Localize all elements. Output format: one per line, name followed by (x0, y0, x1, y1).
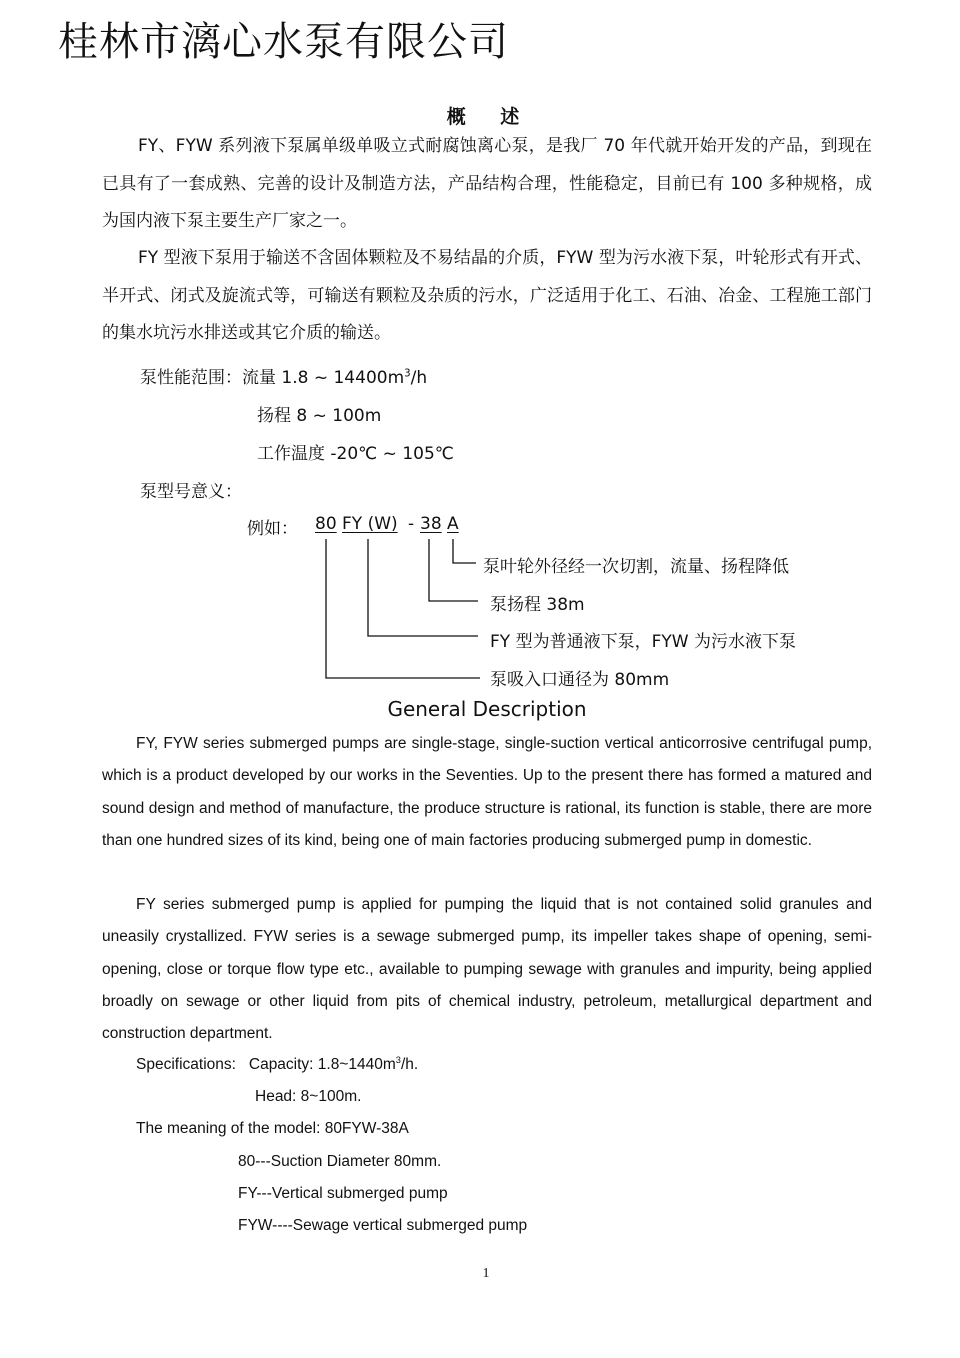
en-paragraph-2: FY series submerged pump is applied for pumping the liquid that is not contained solid granules and uneasily crystallized. FYW series is a sewage submerged pump, its impeller takes shape of opening, semi-opening, close or torque flow type etc., available to pumping sewage with granules and impurity, being applied broadly on sewage or other liquid from pits of chemical industry, petroleum, metallurgical department and construction department. (102, 896, 872, 1043)
flow-unit: /h (410, 368, 428, 388)
temp-value: -20℃ ~ 105℃ (330, 444, 454, 464)
general-description-title: General Description (387, 697, 587, 721)
temp-label: 工作温度 (257, 444, 325, 464)
example-label: 例如： (247, 519, 298, 539)
zh-paragraph-1: FY、FYW 系列液下泵属单级单吸立式耐腐蚀离心泵，是我厂 70 年代就开始开发的产品，到现在已具有了一套成熟、完善的设计及制造方法，产品结构合理，性能稳定，目前已有 100 多种规格，成为国内液下泵主要生产厂家之一。 (102, 136, 872, 231)
model-part-cut: A (447, 514, 459, 534)
zh-paragraph-2: FY 型液下泵用于输送不含固体颗粒及不易结晶的介质，FYW 型为污水液下泵，叶轮形式有开式、半开式、闭式及旋流式等，可输送有颗粒及杂质的污水，广泛适用于化工、石油、冶金、工程施工部门的集水坑污水排送或其它介质的输送。 (102, 248, 872, 343)
spec-label: Specifications: (136, 1056, 236, 1073)
en-model-meaning: The meaning of the model: 80FYW-38A (136, 1120, 409, 1137)
head-value: 8 ~ 100m (296, 406, 382, 426)
model-part-dash: - (408, 514, 415, 534)
model-part-diameter: 80 (315, 514, 337, 534)
flow-superscript: 3 (404, 368, 411, 380)
annotation-type: FY 型为普通液下泵，FYW 为污水液下泵 (490, 632, 796, 652)
en-head-line: Head: 8~100m. (255, 1088, 362, 1105)
performance-label: 泵性能范围： (140, 368, 242, 388)
annotation-head: 泵扬程 38m (490, 595, 585, 615)
model-part-type: FY (W) (342, 514, 398, 534)
page-number: 1 (482, 1266, 490, 1281)
flow-value: 1.8 ~ 14400m (281, 368, 405, 388)
company-name: 桂林市漓心水泵有限公司 (58, 19, 509, 65)
en-paragraph-1: FY, FYW series submerged pumps are single-stage, single-suction vertical anticorrosive centrifugal pump, which is a product developed by our works in the Seventies. Up to the present there has formed a matured and sound design and method of manufacture, the produce structure is rational, its function is stable, there are more than one hundred sizes of its kind, being one of main factories producing submerged pump in domestic. (102, 735, 872, 849)
annotation-diameter: 泵吸入口通径为 80mm (490, 670, 670, 690)
leader-line-diameter (326, 539, 480, 678)
flow-label: 流量 (242, 368, 276, 388)
annotation-cut: 泵叶轮外径经一次切割，流量、扬程降低 (483, 557, 789, 577)
capacity-superscript: 3 (395, 1054, 401, 1065)
leader-line-type (368, 539, 478, 636)
overview-title: 概 述 (446, 106, 534, 128)
en-model-item-1: 80---Suction Diameter 80mm. (238, 1153, 442, 1170)
en-model-item-2: FY---Vertical submerged pump (238, 1185, 448, 1202)
leader-line-cut (453, 539, 476, 563)
capacity-unit: /h. (400, 1056, 419, 1073)
model-meaning-label: 泵型号意义： (140, 482, 242, 502)
head-label: 扬程 (257, 406, 291, 426)
en-model-item-3: FYW----Sewage vertical submerged pump (238, 1217, 528, 1234)
en-spec-capacity-line (136, 1056, 418, 1074)
model-part-head: 38 (420, 514, 442, 534)
capacity-value: Capacity: 1.8~1440m (248, 1056, 396, 1073)
